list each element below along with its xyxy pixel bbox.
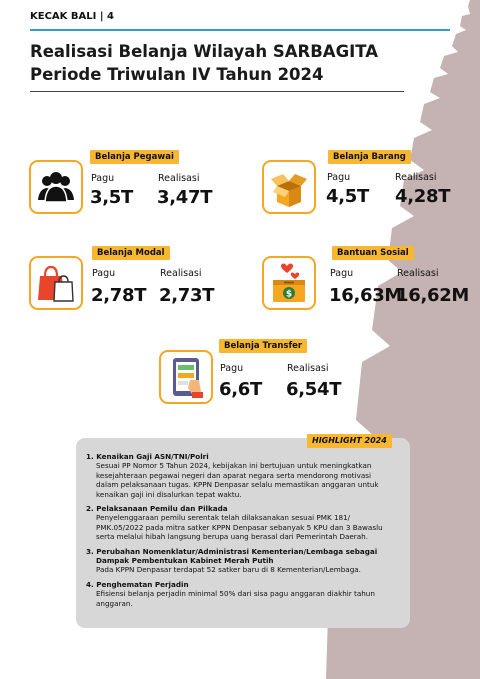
pegawai-realisasi-label: Realisasi — [158, 173, 200, 184]
barang-realisasi-value: 4,28T — [395, 186, 451, 207]
sosial-realisasi-value: 16,62M — [396, 285, 470, 306]
highlight-item-text: kenaikan gaji ini disalurkan tepat waktu. — [96, 489, 242, 499]
transfer-pagu-value: 6,6T — [219, 379, 262, 400]
sosial-pagu-label: Pagu — [330, 268, 354, 279]
highlight-item-heading: 1. Kenaikan Gaji ASN/TNI/Polri — [86, 452, 209, 461]
highlight-item — [86, 504, 402, 542]
badge-belanja-barang: Belanja Barang — [328, 150, 411, 164]
modal-pagu-label: Pagu — [92, 268, 116, 279]
highlight-item-text: PMK.05/2022 pada mitra satker KPPN Denpasar sebanyak 5 KPU dan 3 Bawaslu — [96, 522, 383, 532]
highlight-item-heading: 2. Pelaksanaan Pemilu dan Pilkada — [86, 504, 228, 514]
sosial-realisasi-label: Realisasi — [397, 268, 439, 279]
page-title-line-2: Periode Triwulan IV Tahun 2024 — [30, 65, 324, 84]
highlight-item-text: anggaran. — [96, 598, 133, 608]
svg-text:$: $ — [285, 289, 293, 300]
highlight-item — [86, 547, 402, 575]
sosial-pagu-value: 16,63M — [329, 285, 403, 306]
highlight-list — [86, 452, 402, 613]
header-label: KECAK BALI | 4 — [30, 11, 114, 22]
page-title-line-1: Realisasi Belanja Wilayah SARBAGITA — [30, 42, 379, 61]
modal-pagu-value: 2,78T — [91, 285, 147, 306]
highlight-item-text: Efisiensi belanja perjadin minimal 50% dari sisa pagu anggaran diakhir tahun — [96, 589, 375, 599]
barang-realisasi-label: Realisasi — [395, 172, 437, 183]
highlight-item — [86, 580, 402, 608]
pegawai-pagu-label: Pagu — [91, 173, 115, 184]
pegawai-pagu-value: 3,5T — [90, 187, 133, 208]
header-divider — [30, 29, 450, 31]
badge-bantuan-sosial: Bantuan Sosial — [332, 246, 414, 260]
highlight-item-text: Sesuai PP Nomor 5 Tahun 2024, kebijakan ini bertujuan untuk meningkatkan — [96, 461, 372, 471]
transfer-pagu-label: Pagu — [220, 363, 244, 374]
badge-belanja-modal: Belanja Modal — [92, 246, 170, 260]
highlight-item-text: dalam pelaksanaan tugas. KPPN Denpasar selalu memastikan anggaran untuk — [96, 480, 379, 490]
shopping-bag-icon — [29, 256, 83, 310]
highlight-item — [86, 452, 402, 499]
barang-pagu-label: Pagu — [327, 172, 351, 183]
highlight-item-heading-cont: Dampak Pembentukan Kabinet Merah Putih — [96, 556, 274, 566]
donation-box-icon — [262, 256, 316, 310]
tablet-transfer-icon — [159, 350, 213, 404]
title-divider — [30, 91, 404, 92]
badge-belanja-pegawai: Belanja Pegawai — [90, 150, 179, 164]
modal-realisasi-label: Realisasi — [160, 268, 202, 279]
highlight-item-text: serta melalui hibah langsung berupa uang berasal dari Pemerintah Daerah. — [96, 532, 369, 542]
pegawai-realisasi-value: 3,47T — [157, 187, 213, 208]
highlight-badge: HIGHLIGHT 2024 — [307, 434, 392, 448]
page-title — [30, 40, 378, 86]
highlight-item-text: kesejahteraan pegawai negeri dan aparat negara serta mendorong motivasi — [96, 470, 372, 480]
highlight-item-text: Penyelenggaraan pemilu serentak telah dilaksanakan sesuai PMK 181/ — [96, 513, 351, 523]
transfer-realisasi-value: 6,54T — [286, 379, 342, 400]
modal-realisasi-value: 2,73T — [159, 285, 215, 306]
highlight-item-heading: 3. Perubahan Nomenklatur/Administrasi Kementerian/Lembaga sebagai — [86, 546, 378, 556]
highlight-item-heading: 4. Penghematan Perjadin — [86, 579, 189, 589]
barang-pagu-value: 4,5T — [326, 186, 369, 207]
open-box-icon — [262, 160, 316, 214]
people-group-icon — [29, 160, 83, 214]
highlight-item-text: Pada KPPN Denpasar terdapat 52 satker baru di 8 Kementerian/Lembaga. — [96, 565, 361, 575]
badge-belanja-transfer: Belanja Transfer — [219, 339, 307, 353]
transfer-realisasi-label: Realisasi — [287, 363, 329, 374]
